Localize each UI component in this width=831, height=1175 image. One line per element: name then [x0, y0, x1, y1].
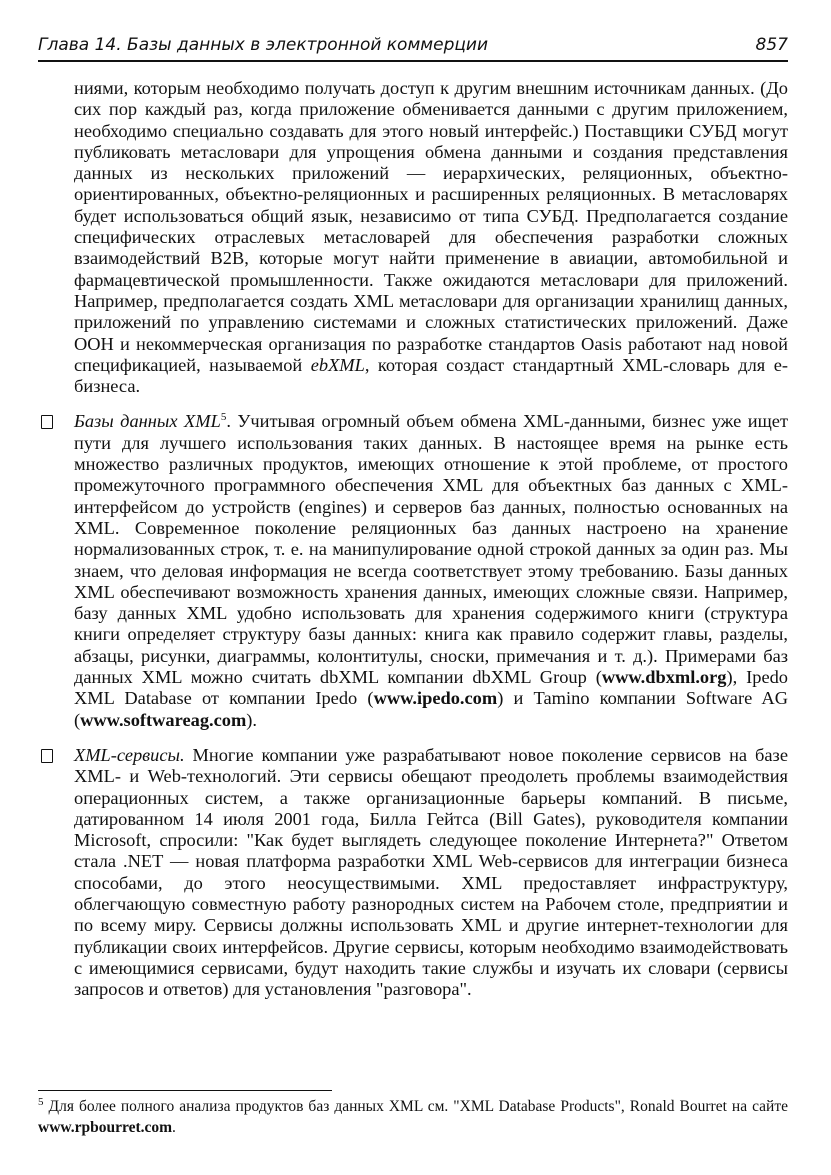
footnote-divider	[38, 1090, 332, 1091]
checkbox-bullet-icon	[41, 415, 53, 429]
bullet-term: XML-сервисы.	[74, 744, 185, 765]
footnote-text: Для более полного анализа продуктов баз данных XML см. "XML Database Products", Ronald Bourret на сайте	[43, 1098, 788, 1115]
running-header	[38, 34, 788, 62]
intro-paragraph	[38, 78, 788, 397]
intro-term: ebXML	[310, 354, 365, 375]
checkbox-bullet-icon	[41, 749, 53, 763]
link-rpbourret[interactable]: www.rpbourret.com	[38, 1119, 173, 1136]
footnote	[38, 1096, 788, 1138]
bullet-text-b: ), Ipedo XML Database от компании Ipedo (	[74, 667, 788, 709]
intro-tail: , которая создаст стандартный XML-словарь для е-бизнеса.	[74, 354, 788, 397]
link-softwareag[interactable]: www.softwareag.com	[80, 709, 247, 730]
link-dbxml[interactable]: www.dbxml.org	[601, 667, 727, 688]
intro-text: ниями, которым необходимо получать доступ к другим внешним источникам данных. (До сих пор каждый раз, когда приложение обменивается данными с другим приложением, необходимо специально создавать для этого новый интерфейс.) Поставщики СУБД могут публиковать метасловари для упрощения обмена данными и создания представления данных из нескольких приложений — иерархических, реляционных, объектно-ориентированных, объектно-реляционных и расширенных реляционных. В метасловарях будет использоваться общий язык, независимо от типа СУБД. Предполагается создание специфических отраслевых метасловарей для обеспечения разработки сложных взаимодействий B2B, которые могут найти применение в авиации, автомобильной и фармацевтической промышленности. Также ожидаются метасловари для приложений. Например, предполагается создать XML метасловари для организации хранилищ данных, приложений по управлению системами и сложных статистических приложений. Даже ООН и некоммерческая организация по разработке стандартов Oasis работают над новой спецификацией, называемой	[74, 78, 788, 375]
footnote-marker: 5	[38, 1095, 44, 1108]
footnote-ref: 5	[220, 411, 227, 424]
bullet-xml-databases	[38, 411, 788, 730]
chapter-title: Глава 14. Базы данных в электронной коммерции	[38, 35, 489, 55]
bullet-text: Многие компании уже разрабатывают новое поколение сервисов на базе XML- и Web-технологий. Эти сервисы обещают преодолеть проблемы взаимодействия операционных систем, а также организационные барьеры компаний. В письме, датированном 14 июля 2001 года, Билла Гейтса (Bill Gates), руководителя компании Microsoft, спросили: "Как будет выглядеть следующее поколение Интернета?" Ответом стала .NET — новая платформа разработки XML Web-сервисов для интеграции бизнеса способами, до этого неосуществимыми. XML предоставляет инфраструктуру, облегчающую совместную работу разнородных систем на Рабочем столе, предприятии и по всему миру. Сервисы должны использовать XML и другие интернет-технологии для публикации своих интерфейсов. Другие сервисы, которым необходимо взаимодействовать с имеющимися сервисами, будут находить такие службы и изучать их словари (сервисы запросов и ответов) для установления "разговора".	[74, 744, 788, 1000]
page-body	[38, 78, 788, 1000]
bullet-text-c: ) и Tamino компании Software AG (	[74, 688, 788, 730]
bullet-text-d: ).	[246, 709, 258, 730]
page-number: 857	[755, 35, 788, 55]
bullet-xml-services	[38, 745, 788, 1001]
bullet-text: . Учитывая огромный объем обмена XML-данными, бизнес уже ищет пути для лучшего использования таких данных. В настоящее время на рынке есть множество различных продуктов, имеющих отношение к этой проблеме, от простого промежуточного программного обеспечения XML для объектных баз данных с XML-интерфейсом до устройств (engines) и серверов баз данных, полностью основанных на XML. Современное поколение реляционных баз данных настроено на хранение нормализованных строк, т. е. на манипулирование одной строкой данных за один раз. Мы знаем, что деловая информация не всегда соответствует этому требованию. Базы данных XML обеспечивают возможность хранения данных, имеющих сложные связи. Например, базу данных XML удобно использовать для хранения содержимого книги (структура книги определяет структуру базы данных: книга как правило содержит главы, разделы, абзацы, рисунки, диаграммы, колонтитулы, сноски, примечания и т. д.). Примерами баз данных XML можно считать dbXML компании dbXML Group (	[74, 411, 788, 688]
bullet-term: Базы данных XML	[74, 411, 221, 432]
footnote-tail: .	[172, 1119, 176, 1136]
link-ipedo[interactable]: www.ipedo.com	[373, 688, 498, 709]
